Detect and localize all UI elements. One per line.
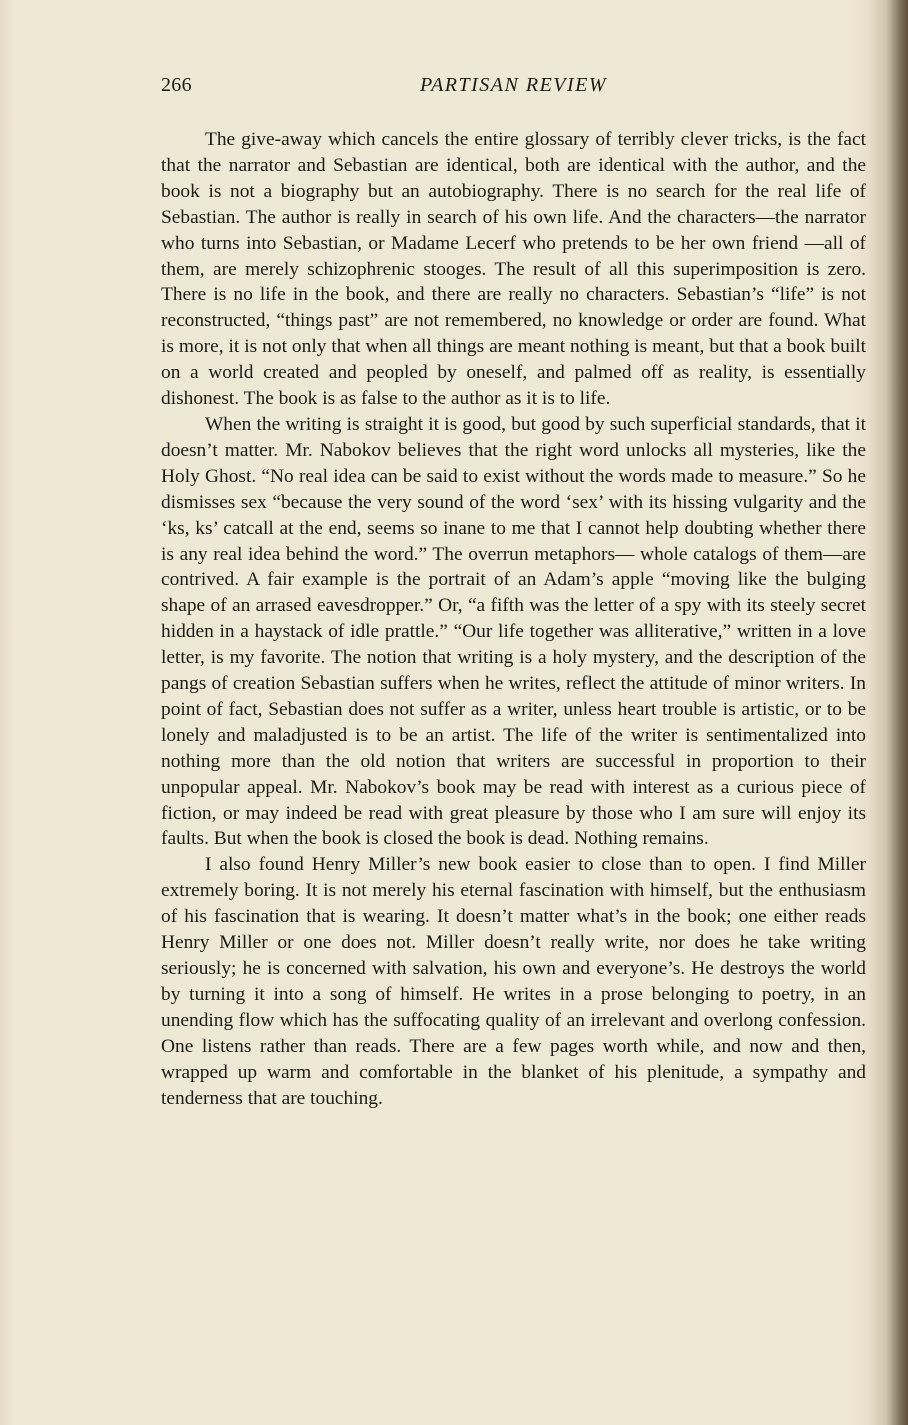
article-body <box>161 127 866 1111</box>
running-head: PARTISAN REVIEW <box>419 74 608 96</box>
paragraph-1: The give-away which cancels the entire glossary of terribly clever tricks, is the fact that the narrator and Sebastian are identical, both are identical with the author, and the book is not a biography but an autobiography. There is no search for the real life of Sebastian. The author is really in search of his own life. And the characters—the narrator who turns into Sebastian, or Madame Lecerf who pretends to be her own friend —all of them, are merely schizophrenic stooges. The result of all this superimposition is zero. There is no life in the book, and there are really no characters. Sebastian’s “life” is not reconstructed, “things past” are not remembered, no knowledge or order are found. What is more, it is not only that when all things are meant nothing is meant, but that a book built on a world created and peopled by oneself, and palmed off as reality, is essentially dishonest. The book is as false to the author as it is to life. <box>161 129 866 410</box>
paragraph-3: I also found Henry Miller’s new book easier to close than to open. I find Miller extremely boring. It is not merely his eternal fascination with himself, but the enthusiasm of his fascination that is wearing. It doesn’t matter what’s in the book; one either reads Henry Miller or one does not. Miller doesn’t really write, nor does he take writing seriously; he is concerned with salvation, his own and everyone’s. He destroys the world by turning it into a song of himself. He writes in a prose belonging to poetry, in an unending flow which has the suffocating quality of an irrelevant and overlong confession. One listens rather than reads. There are a few pages worth while, and now and then, wrapped up warm and comfortable in the blanket of his plenitude, a sympathy and tenderness that are touching. <box>161 854 866 1109</box>
page-header <box>161 74 866 104</box>
page-number: 266 <box>161 74 192 96</box>
binding-shadow <box>886 0 908 1425</box>
paragraph-2: When the writing is straight it is good, but good by such superficial standards, that it doesn’t matter. Mr. Nabokov believes that the right word unlocks all mysteries, like the Holy Ghost. “No real idea can be said to exist without the words made to measure.” So he dismisses sex “because the very sound of the word ‘sex’ with its hissing vulgarity and the ‘ks, ks’ catcall at the end, seems so inane to me that I cannot help doubting whether there is any real idea behind the word.” The overrun metaphors— whole catalogs of them—are contrived. A fair example is the portrait of an Adam’s apple “moving like the bulging shape of an arrased eavesdropper.” Or, “a fifth was the letter of a spy with its steely secret hidden in a haystack of idle prattle.” “Our life together was alliterative,” written in a love letter, is my favorite. The notion that writing is a holy mystery, and the description of the pangs of creation Sebastian suffers when he writes, reflect the attitude of minor writers. In point of fact, Sebastian does not suffer as a writer, unless heart trouble is artistic, or to be lonely and maladjusted is to be an artist. The life of the writer is sentimentalized into nothing more than the old notion that writers are successful in proportion to their unpopular appeal. Mr. Nabokov’s book may be read with interest as a curious piece of fiction, or may indeed be read with great pleasure by those who I am sure will enjoy its faults. But when the book is closed the book is dead. Nothing remains. <box>161 413 866 850</box>
